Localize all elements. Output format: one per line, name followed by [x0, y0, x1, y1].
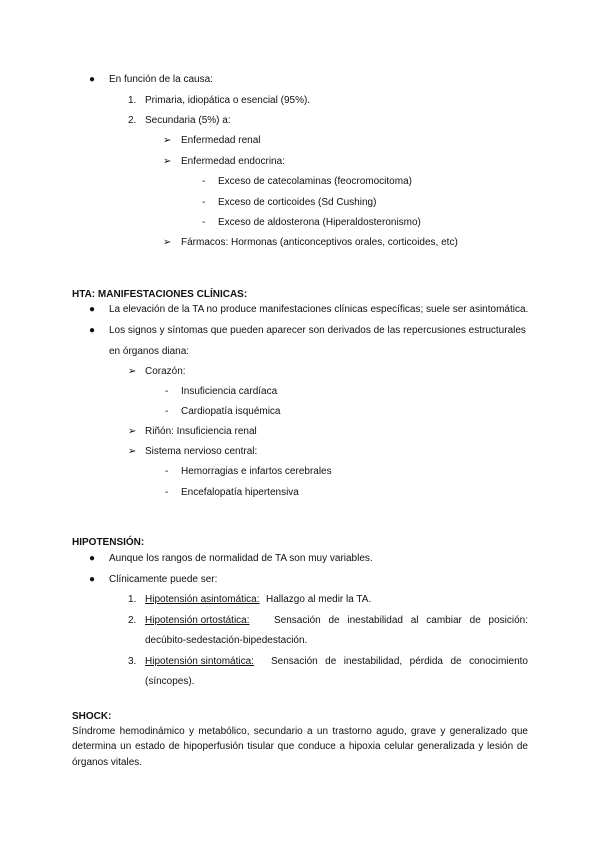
arrow-icon: ➢ — [163, 156, 172, 167]
list-item: Cardiopatía isquémica — [181, 406, 281, 417]
bullet-icon: ● — [89, 325, 96, 336]
dash-icon: - — [165, 487, 169, 498]
list-item-corazon: Corazón: — [145, 366, 186, 377]
bullet-icon: ● — [89, 304, 96, 315]
section-heading-manifestaciones: HTA: MANIFESTACIONES CLÍNICAS: — [72, 289, 248, 300]
arrow-icon: ➢ — [128, 426, 137, 437]
section-heading-hipotension: HIPOTENSIÓN: — [72, 537, 145, 548]
bullet-icon: ● — [89, 553, 96, 564]
paragraph-continuation: en órganos diana: — [109, 346, 190, 357]
dash-icon: - — [165, 386, 169, 397]
list-number: 1. — [128, 594, 137, 605]
list-item: Exceso de aldosterona (Hiperaldosteronismo) — [218, 217, 421, 228]
causa-title: En función de la causa: — [109, 74, 213, 85]
dash-icon: - — [202, 176, 206, 187]
list-number: 2. — [128, 115, 137, 126]
term-ortostatica: Hipotensión ortostática: — [145, 615, 250, 626]
term-sintomatica: Hipotensión sintomática: — [145, 656, 254, 667]
list-number: 3. — [128, 656, 137, 667]
arrow-icon: ➢ — [128, 446, 137, 457]
arrow-icon: ➢ — [163, 135, 172, 146]
list-item-endocrina: Enfermedad endocrina: — [181, 156, 285, 167]
definition: Sensación de inestabilidad al cambiar de posición: — [274, 615, 528, 626]
list-item: Exceso de catecolaminas (feocromocitoma) — [218, 176, 412, 187]
paragraph: La elevación de la TA no produce manifestaciones clínicas específicas; suele ser asintomática. — [109, 304, 529, 315]
section-heading-shock: SHOCK: — [72, 711, 112, 722]
list-item-snc: Sistema nervioso central: — [145, 446, 258, 457]
list-item: Insuficiencia cardíaca — [181, 386, 278, 397]
paragraph: Síndrome hemodinámico y metabólico, secundario a un trastorno agudo, grave y generalizado que — [72, 726, 528, 737]
dash-icon: - — [202, 217, 206, 228]
definition-continuation: decúbito-sedestación-bipedestación. — [145, 635, 308, 646]
bullet-icon: ● — [89, 74, 96, 85]
list-item-rinon: Riñón: Insuficiencia renal — [145, 426, 257, 437]
term-asintomatica: Hipotensión asintomática: — [145, 594, 260, 605]
list-item-renal: Enfermedad renal — [181, 135, 261, 146]
paragraph: Clínicamente puede ser: — [109, 574, 218, 585]
list-item-secundaria: Secundaria (5%) a: — [145, 115, 231, 126]
paragraph: Aunque los rangos de normalidad de TA son muy variables. — [109, 553, 373, 564]
list-item: Encefalopatía hipertensiva — [181, 487, 299, 498]
paragraph: órganos vitales. — [72, 757, 143, 768]
arrow-icon: ➢ — [163, 237, 172, 248]
definition: Hallazgo al medir la TA. — [266, 594, 372, 605]
bullet-icon: ● — [89, 574, 96, 585]
list-number: 2. — [128, 615, 137, 626]
paragraph: Los signos y síntomas que pueden aparecer son derivados de las repercusiones estructurales — [109, 325, 526, 336]
arrow-icon: ➢ — [128, 366, 137, 377]
dash-icon: - — [165, 466, 169, 477]
dash-icon: - — [202, 197, 206, 208]
paragraph: determina un estado de hipoperfusión tisular que conduce a hipoxia celular generalizada y lesión de — [72, 741, 528, 752]
definition: Sensación de inestabilidad, pérdida de conocimiento — [271, 656, 528, 667]
list-item: Hemorragias e infartos cerebrales — [181, 466, 332, 477]
list-item: Exceso de corticoides (Sd Cushing) — [218, 197, 377, 208]
list-number: 1. — [128, 95, 137, 106]
definition-continuation: (síncopes). — [145, 676, 195, 687]
list-item-farmacos: Fármacos: Hormonas (anticonceptivos orales, corticoides, etc) — [181, 237, 458, 248]
list-item-primaria: Primaria, idiopática o esencial (95%). — [145, 95, 311, 106]
dash-icon: - — [165, 406, 169, 417]
